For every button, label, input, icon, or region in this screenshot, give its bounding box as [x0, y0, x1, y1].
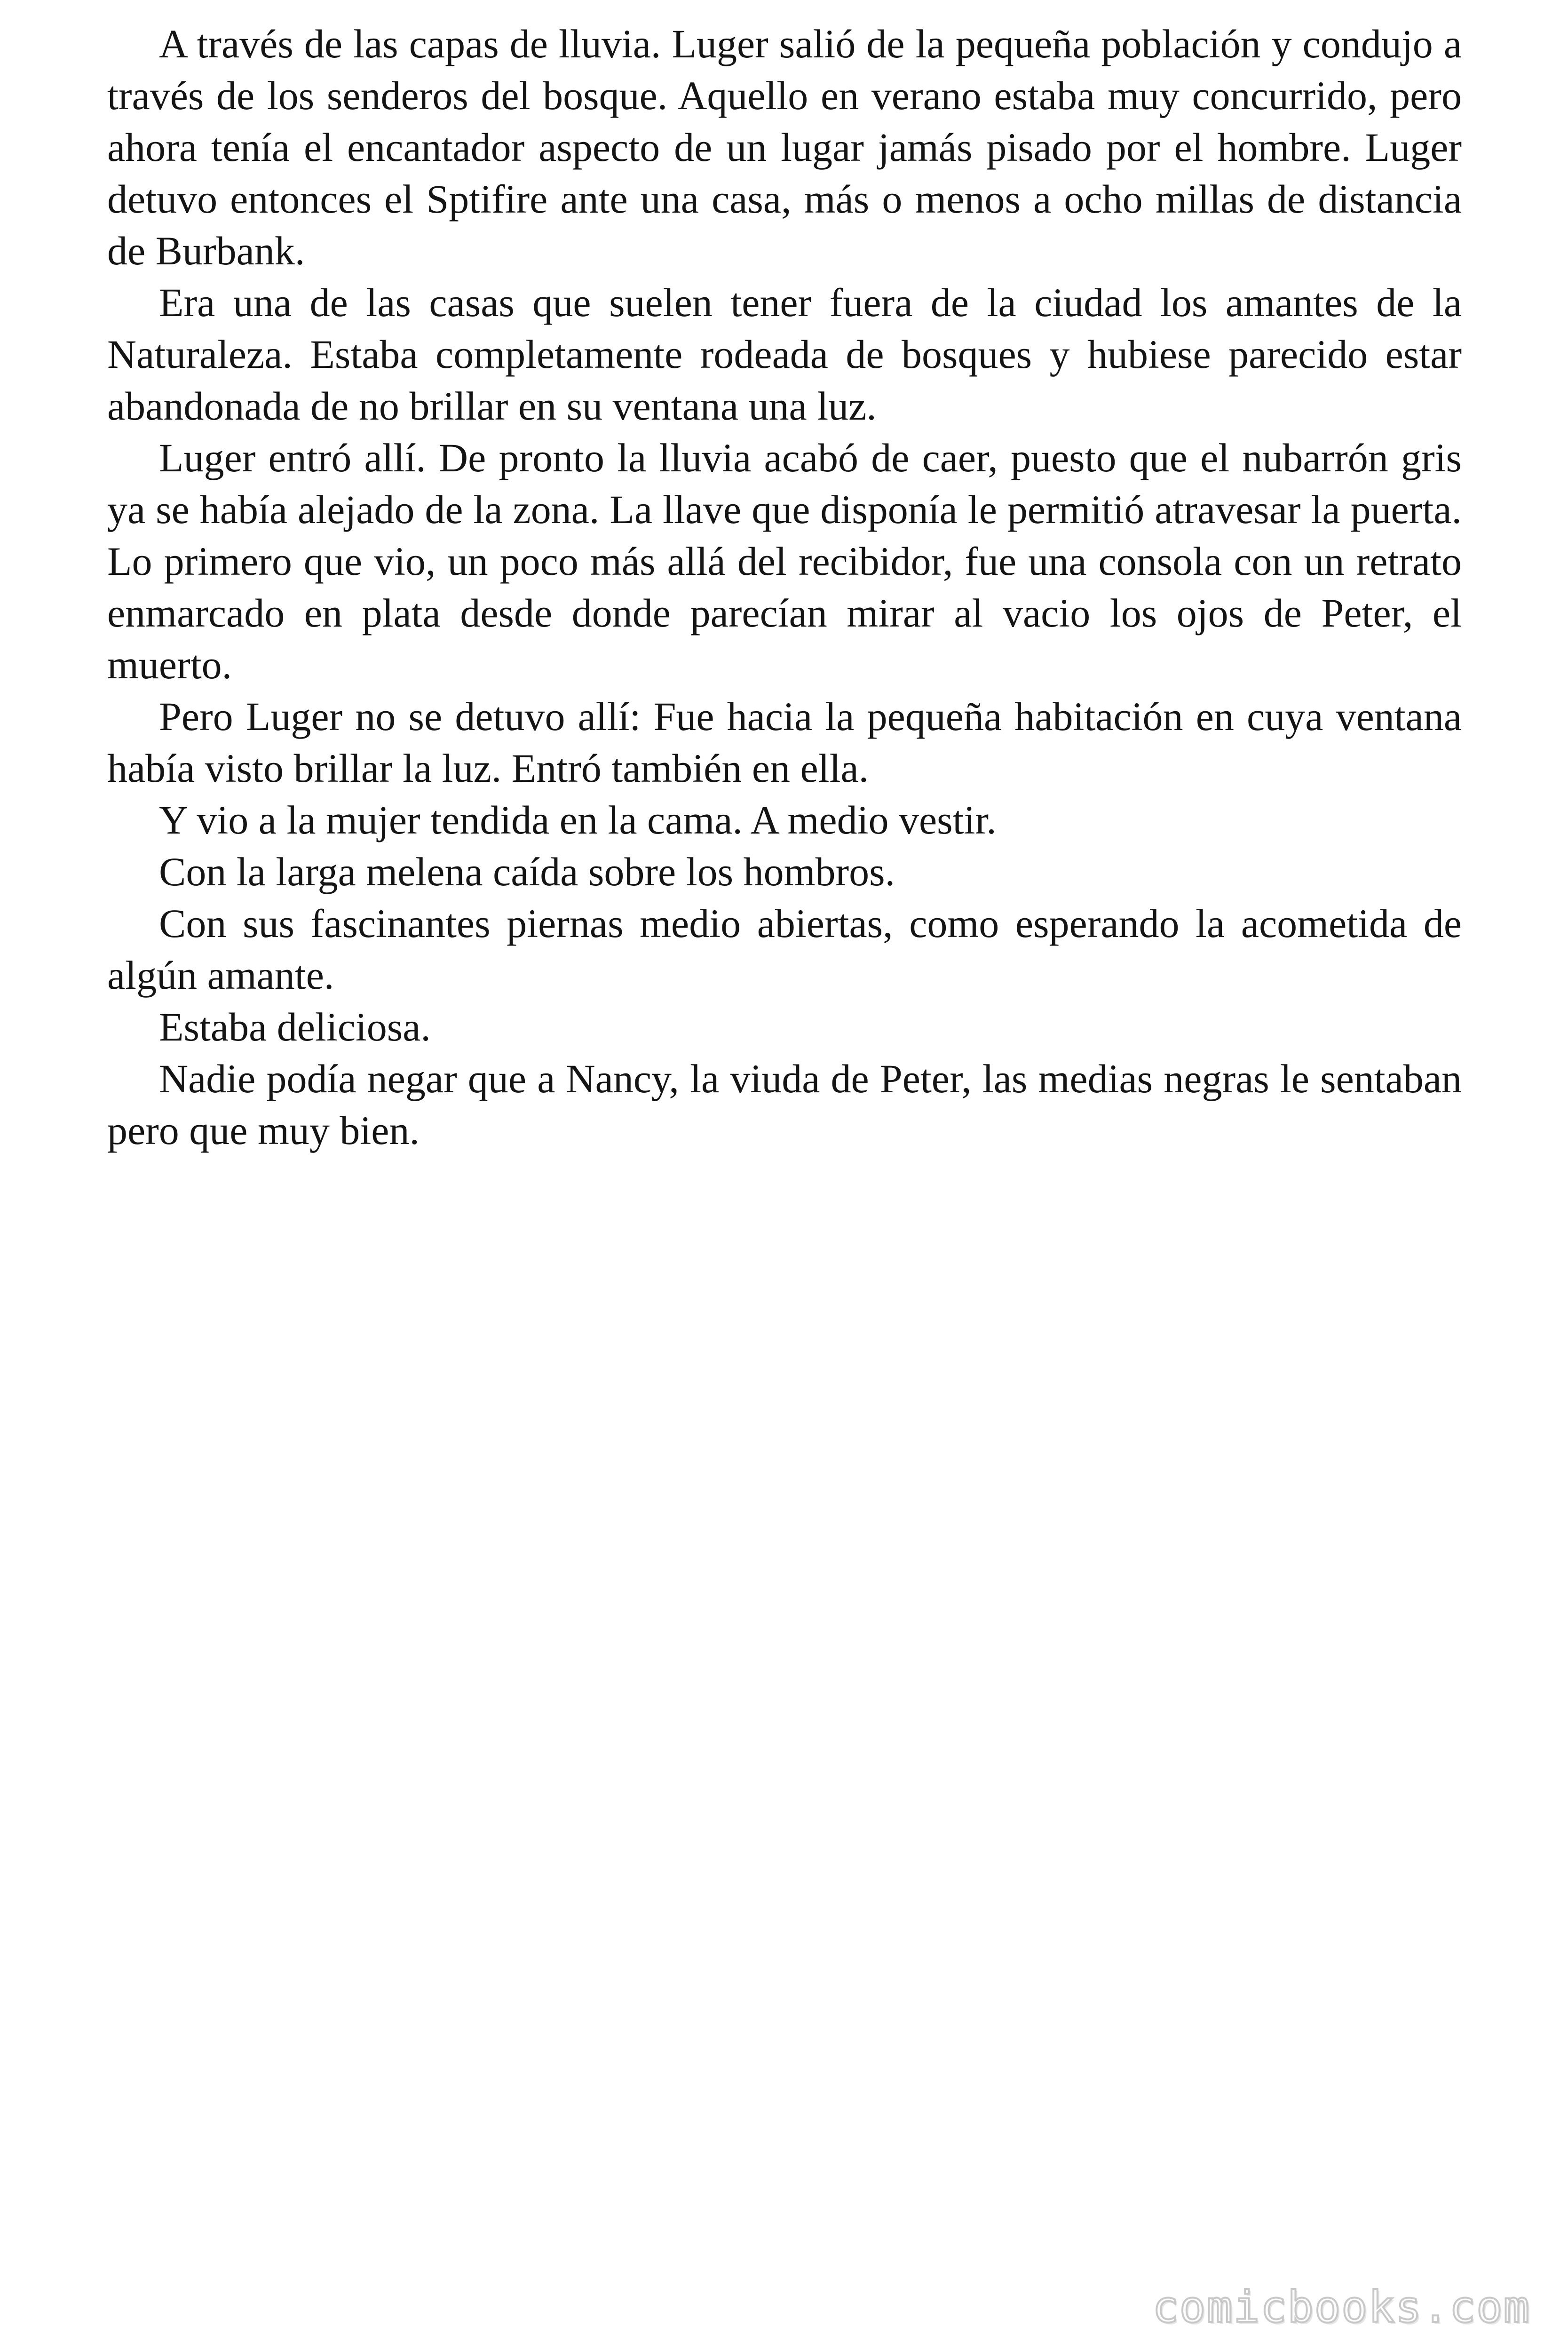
watermark: comicbooks.com [1152, 2282, 1530, 2332]
paragraph-6: Con la larga melena caída sobre los hombros. [159, 849, 895, 894]
body-text [107, 18, 1462, 1156]
paragraph-9: Nadie podía negar que a Nancy, la viuda de Peter, las medias negras le sentaban pero que muy bien. [107, 1056, 1462, 1153]
paragraph-1: A través de las capas de lluvia. Luger salió de la pequeña población y condujo a través de los senderos del bosque. Aquello en verano estaba muy concurrido, pero ahora tenía el encantador aspecto de un lugar jamás pisado por el hombre. Luger detuvo entonces el Sptifire ante una casa, más o menos a ocho millas de distancia de Burbank. [107, 21, 1462, 273]
paragraph-4: Pero Luger no se detuvo allí: Fue hacia la pequeña habitación en cuya ventana había visto brillar la luz. Entró también en ella. [107, 694, 1462, 791]
paragraph-2: Era una de las casas que suelen tener fuera de la ciudad los amantes de la Naturaleza. Estaba completamente rodeada de bosques y hubiese parecido estar abandonada de no brillar en su ventana una luz. [107, 280, 1462, 429]
paragraph-7: Con sus fascinantes piernas medio abiertas, como esperando la acometida de algún amante. [107, 901, 1462, 998]
paragraph-8: Estaba deliciosa. [159, 1004, 431, 1049]
paragraph-3: Luger entró allí. De pronto la lluvia acabó de caer, puesto que el nubarrón gris ya se había alejado de la zona. La llave que disponía le permitió atravesar la puerta. Lo primero que vio, un poco más allá del recibidor, fue una consola con un retrato enmarcado en plata desde donde parecían mirar al vacio los ojos de Peter, el muerto. [107, 435, 1462, 687]
paragraph-5: Y vio a la mujer tendida en la cama. A medio vestir. [159, 797, 997, 842]
